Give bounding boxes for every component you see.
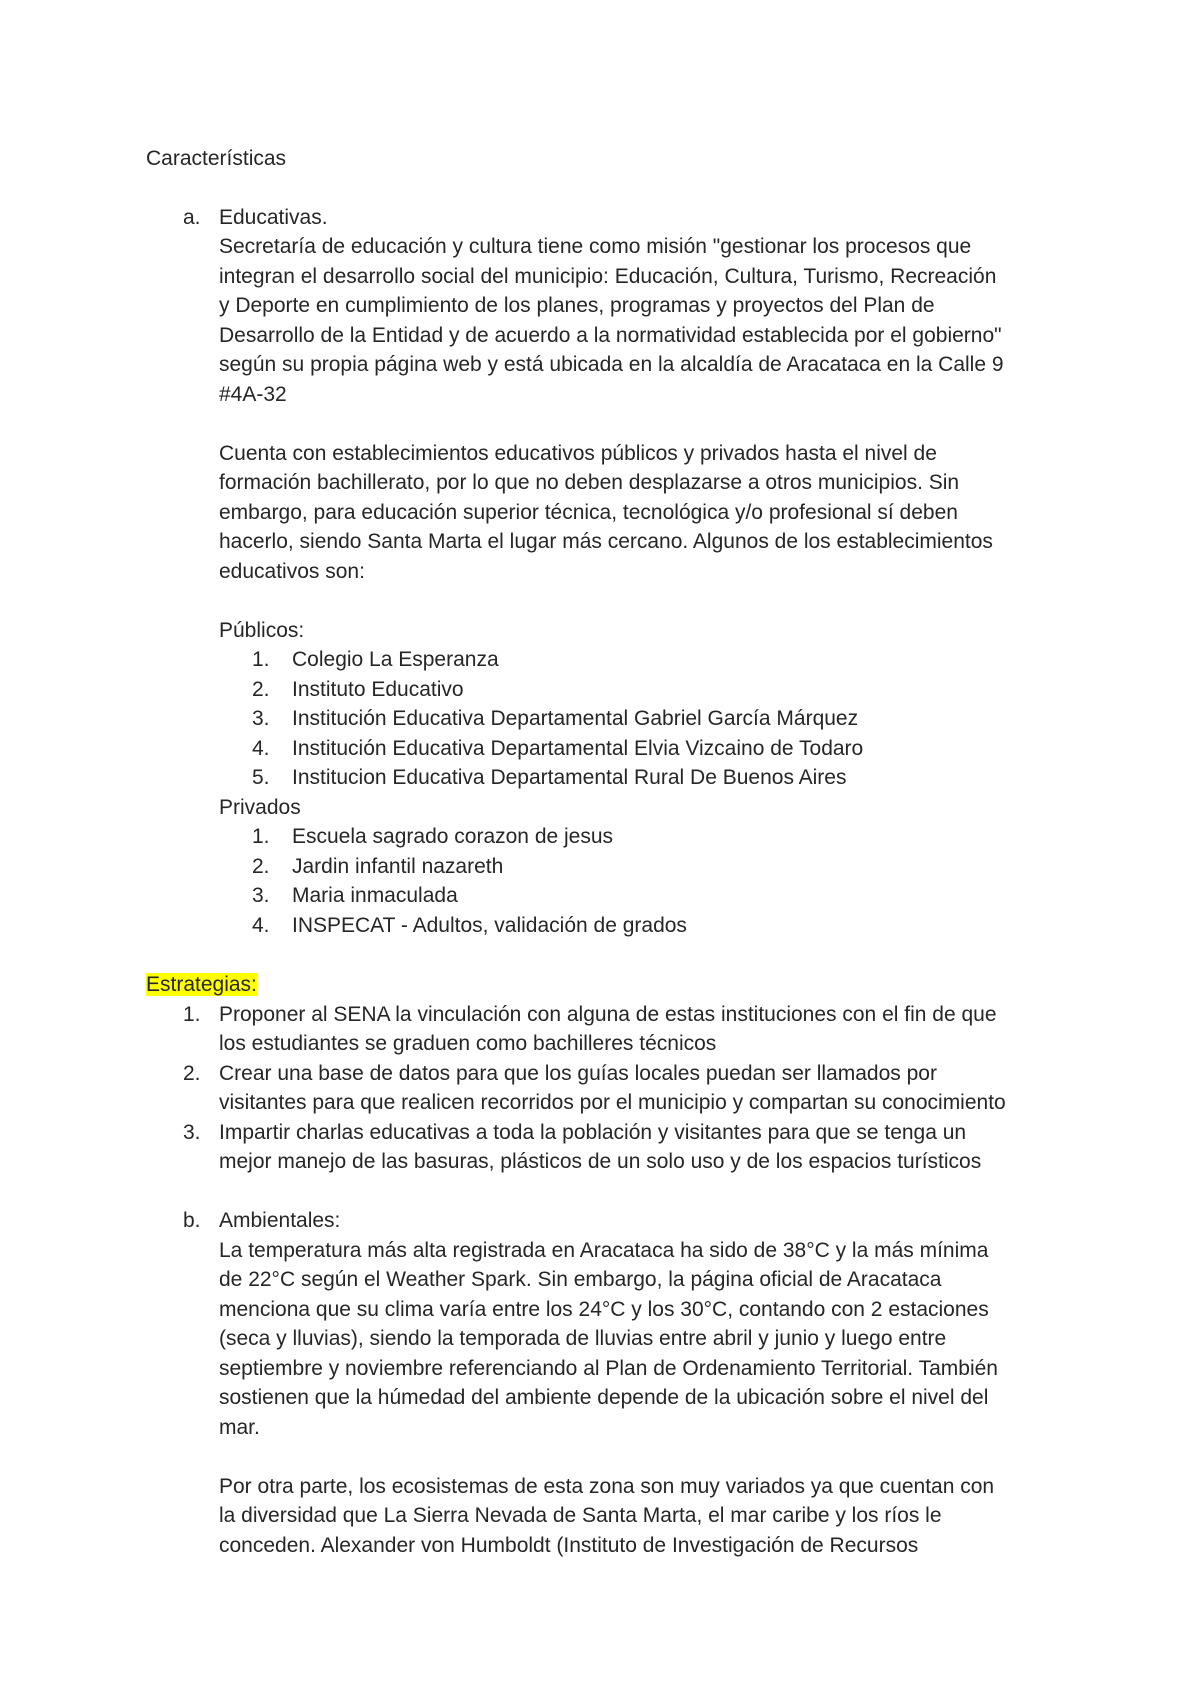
paragraph-line: septiembre y noviembre referenciando al Plan de Ordenamiento Territorial. También (219, 1357, 998, 1380)
section-a-heading: Educativas. (219, 206, 328, 229)
section-b-heading: Ambientales: (219, 1209, 341, 1232)
section-b-marker: b. (183, 1209, 201, 1232)
paragraph-line: conceden. Alexander von Humboldt (Instituto de Investigación de Recursos (219, 1534, 919, 1557)
paragraph-line: la diversidad que La Sierra Nevada de Santa Marta, el mar caribe y los ríos le (219, 1504, 942, 1527)
paragraph-line: hacerlo, siendo Santa Marta el lugar más cercano. Algunos de los establecimientos (219, 530, 993, 553)
strategy-line: visitantes para que realicen recorridos por el municipio y compartan su conocimiento (219, 1091, 1006, 1114)
list-item: Institución Educativa Departamental Gabriel García Márquez (292, 707, 859, 730)
paragraph-line: La temperatura más alta registrada en Aracataca ha sido de 38°C y la más mínima (219, 1239, 989, 1262)
list-number: 2. (252, 678, 270, 701)
list-number: 3. (183, 1121, 201, 1144)
list-item: Jardin infantil nazareth (292, 855, 504, 878)
paragraph-line: y Deporte en cumplimiento de los planes, programas y proyectos del Plan de (219, 294, 935, 317)
paragraph-line: de 22°C según el Weather Spark. Sin embargo, la página oficial de Aracataca (219, 1268, 942, 1291)
strategy-line: Impartir charlas educativas a toda la población y visitantes para que se tenga un (219, 1121, 967, 1144)
paragraph-line: educativos son: (219, 560, 365, 583)
paragraph-line: menciona que su clima varía entre los 24°C y los 30°C, contando con 2 estaciones (219, 1298, 989, 1321)
list-item: Maria inmaculada (292, 884, 458, 907)
paragraph-line: (seca y lluvias), siendo la temporada de lluvias entre abril y junio y luego entre (219, 1327, 947, 1350)
list-number: 2. (183, 1062, 201, 1085)
paragraph-line: Cuenta con establecimientos educativos públicos y privados hasta el nivel de (219, 442, 937, 465)
paragraph-line: sostienen que la húmedad del ambiente depende de la ubicación sobre el nivel del (219, 1386, 989, 1409)
list-item: INSPECAT - Adultos, validación de grados (292, 914, 687, 937)
section-a-marker: a. (183, 206, 201, 229)
estrategias-heading (146, 970, 257, 999)
list-number: 1. (252, 825, 270, 848)
strategy-line: Proponer al SENA la vinculación con alguna de estas instituciones con el fin de que (219, 1003, 997, 1026)
estrategias-label: Estrategias: (146, 973, 257, 996)
paragraph-line: embargo, para educación superior técnica, tecnológica y/o profesional sí deben (219, 501, 958, 524)
publicos-label: Públicos: (219, 619, 305, 642)
strategy-line: los estudiantes se graduen como bachilleres técnicos (219, 1032, 717, 1055)
paragraph-line: Secretaría de educación y cultura tiene como misión "gestionar los procesos que (219, 235, 972, 258)
list-number: 4. (252, 737, 270, 760)
list-item: Escuela sagrado corazon de jesus (292, 825, 614, 848)
list-item: Colegio La Esperanza (292, 648, 499, 671)
strategy-line: mejor manejo de las basuras, plásticos de un solo uso y de los espacios turísticos (219, 1150, 982, 1173)
list-number: 1. (252, 648, 270, 671)
paragraph-line: Desarrollo de la Entidad y de acuerdo a la normatividad establecida por el gobierno" (219, 324, 1002, 347)
paragraph-line: Por otra parte, los ecosistemas de esta zona son muy variados ya que cuentan con (219, 1475, 995, 1498)
paragraph-line: #4A-32 (219, 383, 287, 406)
paragraph-line: formación bachillerato, por lo que no deben desplazarse a otros municipios. Sin (219, 471, 960, 494)
list-number: 4. (252, 914, 270, 937)
paragraph-line: integran el desarrollo social del municipio: Educación, Cultura, Turismo, Recreación (219, 265, 997, 288)
document-title: Características (146, 147, 287, 170)
list-number: 2. (252, 855, 270, 878)
list-item: Institucion Educativa Departamental Rural De Buenos Aires (292, 766, 847, 789)
list-item: Institución Educativa Departamental Elvia Vizcaino de Todaro (292, 737, 864, 760)
list-number: 1. (183, 1003, 201, 1026)
list-number: 3. (252, 707, 270, 730)
list-number: 3. (252, 884, 270, 907)
list-item: Instituto Educativo (292, 678, 464, 701)
paragraph-line: según su propia página web y está ubicada en la alcaldía de Aracataca en la Calle 9 (219, 353, 1004, 376)
list-number: 5. (252, 766, 270, 789)
strategy-line: Crear una base de datos para que los guías locales puedan ser llamados por (219, 1062, 937, 1085)
privados-label: Privados (219, 796, 301, 819)
paragraph-line: mar. (219, 1416, 260, 1439)
